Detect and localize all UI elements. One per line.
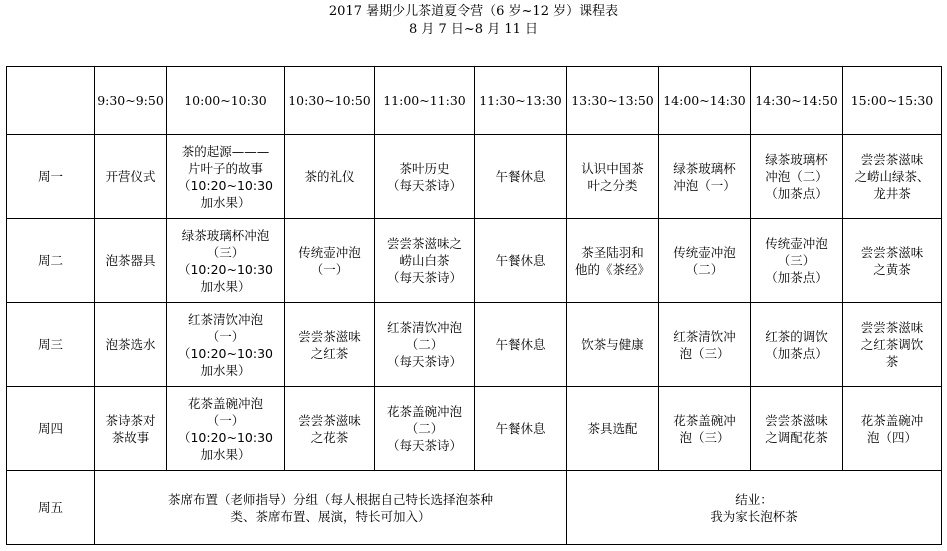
cell-text: （二） <box>405 421 444 436</box>
activity-cell <box>659 303 751 387</box>
table-row <box>7 219 942 303</box>
cell-text: 加水果） <box>200 194 251 210</box>
cell-text: 之黄茶 <box>873 261 911 277</box>
cell-text: 茶诗茶对 <box>105 412 156 428</box>
activity-cell <box>843 135 942 219</box>
cell-text: 花茶盖碗冲 <box>673 412 736 428</box>
time-slot-header <box>95 67 167 135</box>
cell-text: 泡（三） <box>679 345 730 361</box>
cell-text: 结业： <box>735 491 773 507</box>
cell-text: 之崂山绿茶、 <box>854 169 930 184</box>
activity-cell <box>95 135 167 219</box>
cell-text: 尝尝茶滋味 <box>765 412 828 428</box>
cell-text: 崂山白茶 <box>399 253 450 268</box>
time-slot-header <box>475 67 567 135</box>
cell-text: 他的《茶经》 <box>574 261 650 277</box>
cell-text: （一） <box>310 261 349 277</box>
cell-text: 泡茶器具 <box>105 253 156 268</box>
cell-text: 茶故事 <box>111 429 150 445</box>
activity-cell <box>751 303 843 387</box>
cell-text: 午餐休息 <box>495 337 546 352</box>
activity-cell <box>95 387 167 471</box>
cell-text: 之红茶 <box>310 345 349 361</box>
cell-text: 冲泡（一） <box>673 177 736 193</box>
cell-text: 红茶清饮冲泡 <box>187 311 263 327</box>
cell-text: 绿茶玻璃杯 <box>673 160 736 176</box>
cell-text: 传统壶冲泡 <box>298 244 361 260</box>
cell-text: （每天茶诗） <box>386 270 462 285</box>
cell-text: 加水果） <box>200 362 251 378</box>
day-label <box>7 387 95 471</box>
cell-text: （三） <box>777 253 816 268</box>
cell-text: 传统壶冲泡 <box>765 236 828 251</box>
cell-text: 午餐休息 <box>495 421 546 436</box>
activity-cell <box>659 135 751 219</box>
table-row <box>7 303 942 387</box>
activity-cell <box>567 303 659 387</box>
activity-cell <box>843 303 942 387</box>
activity-cell <box>567 387 659 471</box>
cell-text: 之花茶 <box>310 429 349 445</box>
cell-text: 认识中国茶 <box>581 160 644 176</box>
activity-cell <box>475 135 567 219</box>
activity-cell <box>167 219 285 303</box>
header-row <box>7 67 942 135</box>
cell-text: 传统壶冲泡 <box>673 244 736 260</box>
activity-cell <box>167 387 285 471</box>
cell-text: （加茶点） <box>765 345 828 361</box>
cell-text: （三） <box>206 244 245 260</box>
cell-text: 龙井茶 <box>873 186 911 201</box>
cell-text: （每天茶诗） <box>386 177 462 193</box>
cell-text: 冲泡（二） <box>765 169 828 184</box>
cell-text: 茶席布置（老师指导）分组（每人根据自己特长选择泡茶种 <box>167 491 493 507</box>
cell-text: 周五 <box>37 500 63 515</box>
time-slot-header <box>843 67 942 135</box>
table-row <box>7 387 942 471</box>
activity-cell <box>167 303 285 387</box>
activity-cell <box>475 303 567 387</box>
cell-text: 茶具选配 <box>587 421 638 436</box>
day-label <box>7 135 95 219</box>
day-label <box>7 219 95 303</box>
cell-text: 开营仪式 <box>105 169 156 184</box>
cell-text: 尝尝茶滋味 <box>298 328 361 344</box>
cell-text: 泡茶选水 <box>105 337 156 352</box>
cell-text: 红茶清饮冲 <box>673 328 736 344</box>
cell-text: 茶的礼仪 <box>304 169 355 184</box>
friday-morning-cell <box>95 471 567 545</box>
cell-text: 茶的起源——— <box>181 143 270 159</box>
cell-text: 茶 <box>885 354 899 369</box>
cell-text: 11:30~13:30 <box>479 93 562 108</box>
activity-cell <box>751 219 843 303</box>
title-line-1: 2017 暑期少儿茶道夏令营（6 岁~12 岁）课程表 <box>328 4 619 19</box>
cell-text: 10:30~10:50 <box>288 93 371 108</box>
activity-cell <box>285 387 375 471</box>
activity-cell <box>659 219 751 303</box>
cell-text: （加茶点） <box>765 186 828 201</box>
cell-text: 花茶盖碗冲泡 <box>386 404 462 419</box>
time-slot-header <box>285 67 375 135</box>
activity-cell <box>475 219 567 303</box>
cell-text: 片叶子的故事 <box>187 160 263 176</box>
day-label <box>7 471 95 545</box>
cell-text: （加茶点） <box>765 270 828 285</box>
cell-text: （10:20~10:30 <box>177 261 274 277</box>
activity-cell <box>375 387 475 471</box>
cell-text: 红茶清饮冲泡 <box>386 320 462 335</box>
cell-text: 红茶的调饮 <box>765 328 828 344</box>
activity-cell <box>95 219 167 303</box>
cell-text: 10:00~10:30 <box>184 93 267 108</box>
activity-cell <box>475 387 567 471</box>
activity-cell <box>567 135 659 219</box>
cell-text: 尝尝茶滋味之 <box>386 236 462 251</box>
activity-cell <box>751 387 843 471</box>
time-slot-header <box>751 67 843 135</box>
corner-cell <box>7 67 95 135</box>
cell-text: 周四 <box>37 421 63 436</box>
cell-text: 尝尝茶滋味 <box>860 244 924 260</box>
table-row <box>7 135 942 219</box>
cell-text: 9:30~9:50 <box>97 93 164 108</box>
cell-text: 茶圣陆羽和 <box>581 244 644 260</box>
cell-text: （10:20~10:30 <box>177 345 274 361</box>
cell-text: 尝尝茶滋味 <box>298 412 361 428</box>
cell-text: （10:20~10:30 <box>177 429 274 445</box>
cell-text: 之红茶调饮 <box>860 337 924 352</box>
schedule-table <box>6 66 942 545</box>
cell-text: 加水果） <box>200 278 251 294</box>
cell-text: 绿茶玻璃杯冲泡 <box>181 227 270 243</box>
cell-text: （二） <box>685 261 724 277</box>
cell-text: 尝尝茶滋味 <box>860 320 924 335</box>
cell-text: 泡（四） <box>866 429 917 445</box>
cell-text: 我为家长泡杯茶 <box>710 508 798 524</box>
cell-text: 14:30~14:50 <box>755 93 838 108</box>
cell-text: 之调配花茶 <box>765 429 828 445</box>
activity-cell <box>375 219 475 303</box>
cell-text: 加水果） <box>200 446 251 462</box>
activity-cell <box>285 135 375 219</box>
cell-text: 类、茶席布置、展演，特长可加入） <box>230 508 431 524</box>
cell-text: 周一 <box>37 169 63 184</box>
activity-cell <box>95 303 167 387</box>
cell-text: 泡（三） <box>679 429 730 445</box>
cell-text: 尝尝茶滋味 <box>860 152 924 167</box>
cell-text: （10:20~10:30 <box>177 177 274 193</box>
cell-text: 11:00~11:30 <box>383 93 466 108</box>
activity-cell <box>843 387 942 471</box>
activity-cell <box>167 135 285 219</box>
activity-cell <box>751 135 843 219</box>
time-slot-header <box>167 67 285 135</box>
document-title <box>0 3 947 39</box>
activity-cell <box>375 135 475 219</box>
table-row <box>7 471 942 545</box>
day-label <box>7 303 95 387</box>
title-line-2: 8 月 7 日~8 月 11 日 <box>408 22 539 37</box>
time-slot-header <box>659 67 751 135</box>
cell-text: 午餐休息 <box>495 253 546 268</box>
cell-text: 花茶盖碗冲 <box>860 412 924 428</box>
cell-text: 茶叶历史 <box>399 160 450 176</box>
cell-text: 午餐休息 <box>495 169 546 184</box>
cell-text: （一） <box>206 328 245 344</box>
cell-text: 14:00~14:30 <box>663 93 746 108</box>
activity-cell <box>375 303 475 387</box>
activity-cell <box>843 219 942 303</box>
time-slot-header <box>567 67 659 135</box>
cell-text: 15:00~15:30 <box>850 93 934 108</box>
cell-text: 13:30~13:50 <box>571 93 654 108</box>
cell-text: （一） <box>206 412 245 428</box>
time-slot-header <box>375 67 475 135</box>
activity-cell <box>567 219 659 303</box>
cell-text: 花茶盖碗冲泡 <box>187 395 263 411</box>
cell-text: （每天茶诗） <box>386 354 462 369</box>
activity-cell <box>285 303 375 387</box>
friday-afternoon-cell <box>567 471 942 545</box>
cell-text: 周二 <box>37 253 63 268</box>
activity-cell <box>659 387 751 471</box>
cell-text: 周三 <box>37 337 63 352</box>
cell-text: 饮茶与健康 <box>581 337 644 352</box>
cell-text: （二） <box>405 337 444 352</box>
cell-text: 绿茶玻璃杯 <box>765 152 828 167</box>
activity-cell <box>285 219 375 303</box>
cell-text: 叶之分类 <box>587 177 638 193</box>
cell-text: （每天茶诗） <box>386 438 462 453</box>
